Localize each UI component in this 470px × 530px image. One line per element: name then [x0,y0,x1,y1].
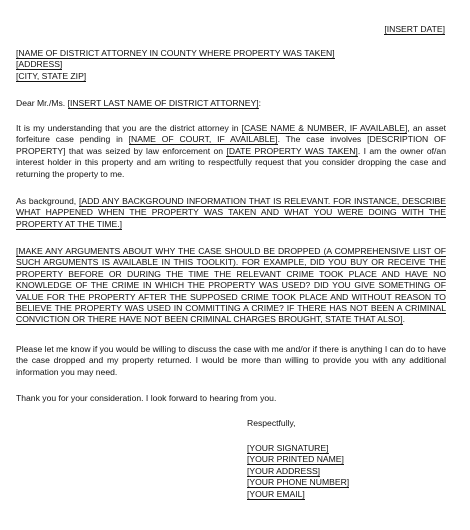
recipient-address: [ADDRESS] [16,59,63,70]
recipient-address-block [16,48,446,82]
case-name-placeholder: [CASE NAME & NUMBER, IF AVAILABLE] [241,123,408,133]
phone-placeholder: [YOUR PHONE NUMBER] [247,477,350,488]
para1-text-4: . I am the owner of/an interest holder in this property and am writing to respectfully request that you consider dropping the case and returning the property to me. [16,145,446,179]
salutation [16,98,446,109]
paragraph-background [16,196,446,230]
date-text: [INSERT DATE] [384,24,445,34]
your-address-placeholder: [YOUR ADDRESS] [247,465,321,476]
printed-name-placeholder: [YOUR PRINTED NAME] [247,454,344,465]
para1-text-2: , an asset forfeiture case pending in [16,123,447,145]
court-name-placeholder: [NAME OF COURT, IF AVAILABLE] [128,134,278,145]
closing: Respectfully, [247,418,296,428]
recipient-name: [NAME OF DISTRICT ATTORNEY IN COUNTY WHERE PROPERTY WAS TAKEN] [16,48,335,58]
date-taken-placeholder: [DATE PROPERTY WAS TAKEN] [226,145,358,156]
para2-text-1: As background, [16,196,79,206]
date-placeholder [384,24,445,35]
para1-text-1: It is my understanding that you are the district attorney in [16,123,242,133]
salutation-suffix: : [258,98,261,108]
paragraph-case-intro [16,123,446,180]
para3-text-1: . [402,314,406,325]
paragraph-thanks: Thank you for your consideration. I look forward to hearing from you. [16,393,277,403]
salutation-name: [INSERT LAST NAME OF DISTRICT ATTORNEY] [67,98,259,108]
email-placeholder: [YOUR EMAIL] [247,488,305,499]
signature-placeholder: [YOUR SIGNATURE] [247,443,329,453]
signature-block [247,443,349,500]
arguments-placeholder: [MAKE ANY ARGUMENTS ABOUT WHY THE CASE SHOULD BE DROPPED (A COMPREHENSIVE LIST OF SUCH ARGUMENTS IS AVAILABLE IN THIS TOOLKIT). FOR EXAMPLE, DID YOU BUY OR RECEIVE THE PROPERTY BEFORE OR DURING THE TIME THE RELEVANT CRIME TOOK PLACE AND HAVE NO KNOWLEDGE OF THE CRIME IN WHICH THE PROPERTY WAS USED? DID YOU GIVE SOMETHING OF VALUE FOR THE PROPERTY AFTER THE SUPPOSED CRIME TOOK PLACE AND WITHOUT REASON TO BELIEVE THE PROPERTY WAS USED IN COMMITTING A CRIME? IF THERE HAS NOT BEEN A CRIMINAL CONVICTION OR THERE HAVE NOT BEEN CRIMINAL CHARGES BROUGHT, STATE THAT ALSO] [16,246,446,325]
paragraph-arguments [16,246,446,326]
recipient-city: [CITY, STATE ZIP] [16,70,87,81]
salutation-prefix: Dear Mr./Ms. [16,98,68,108]
background-placeholder: [ADD ANY BACKGROUND INFORMATION THAT IS RELEVANT. FOR INSTANCE, DESCRIBE WHAT HAPPENED WHEN THE PROPERTY WAS TAKEN AND WHAT YOU WERE DOING WITH THE PROPERTY AT THE TIME.] [16,196,446,229]
paragraph-request: Please let me know if you would be willing to discuss the case with me and/or if there is anything I can do to have the case dropped and my property returned. I would be more than willing to provide you with any additional information you may need. [16,344,446,377]
para1-text-3: . The case involves [DESCRIPTION OF PROPERTY] that was seized by law enforcement on [16,134,446,156]
